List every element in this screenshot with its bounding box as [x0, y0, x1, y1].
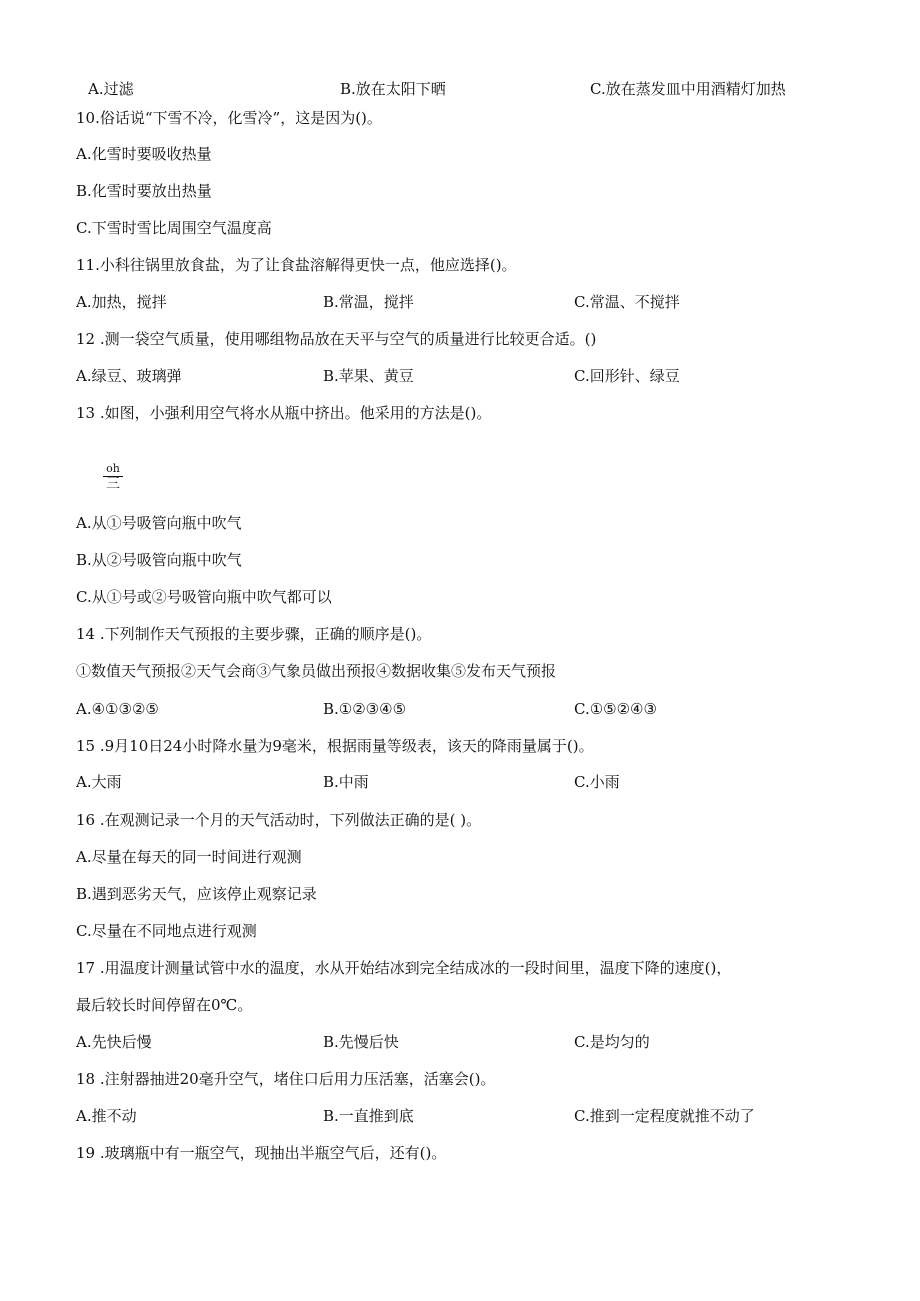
- q9-option-c[interactable]: C.放在蒸发皿中用酒精灯加热: [590, 80, 786, 98]
- q10-option-b[interactable]: B.化雪时要放出热量: [76, 182, 212, 200]
- q14-option-c[interactable]: C.①⑤②④③: [574, 700, 657, 718]
- q13-option-c[interactable]: C.从①号或②号吸管向瓶中吹气都可以: [76, 588, 332, 606]
- q13-option-b[interactable]: B.从②号吸管向瓶中吹气: [76, 551, 242, 569]
- q13-figure-bottom-text: 三: [106, 476, 120, 492]
- q9-option-b[interactable]: B.放在太阳下晒: [340, 80, 446, 98]
- q15-option-c[interactable]: C.小雨: [574, 773, 620, 791]
- q11-option-a[interactable]: A.加热，搅拌: [76, 293, 167, 311]
- q17-stem-line1: 17 .用温度计测量试管中水的温度，水从开始结冰到完全结成冰的一段时间里，温度下降的速度()，: [76, 959, 732, 977]
- q13-option-a[interactable]: A.从①号吸管向瓶中吹气: [76, 514, 242, 532]
- q18-option-b[interactable]: B.一直推到底: [323, 1107, 414, 1125]
- q17-option-a[interactable]: A.先快后慢: [76, 1033, 152, 1051]
- q18-stem: 18 .注射器抽进20毫升空气，堵住口后用力压活塞，活塞会()。: [76, 1070, 496, 1088]
- q10-option-a[interactable]: A.化雪时要吸收热量: [76, 145, 212, 163]
- q16-option-b[interactable]: B.遇到恶劣天气，应该停止观察记录: [76, 885, 317, 903]
- q16-stem: 16 .在观测记录一个月的天气活动时，下列做法正确的是( )。: [76, 811, 482, 829]
- q16-option-c[interactable]: C.尽量在不同地点进行观测: [76, 922, 257, 940]
- q11-option-c[interactable]: C.常温、不搅拌: [574, 293, 680, 311]
- q14-option-b[interactable]: B.①②③④⑤: [323, 700, 407, 718]
- q12-option-b[interactable]: B.苹果、黄豆: [323, 367, 414, 385]
- q17-option-c[interactable]: C.是均匀的: [574, 1033, 650, 1051]
- q18-option-c[interactable]: C.推到一定程度就推不动了: [574, 1107, 755, 1125]
- q10-option-c[interactable]: C.下雪时雪比周围空气温度高: [76, 219, 272, 237]
- q14-stem: 14 .下列制作天气预报的主要步骤，正确的顺序是()。: [76, 625, 432, 643]
- q15-stem: 15 .9月10日24小时降水量为9毫米，根据雨量等级表，该天的降雨量属于()。: [76, 737, 594, 755]
- q13-stem: 13 .如图，小强利用空气将水从瓶中挤出。他采用的方法是()。: [76, 404, 492, 422]
- q15-option-b[interactable]: B.中雨: [323, 773, 369, 791]
- q19-stem: 19 .玻璃瓶中有一瓶空气，现抽出半瓶空气后，还有()。: [76, 1144, 447, 1162]
- q12-option-a[interactable]: A.绿豆、玻璃弹: [76, 367, 182, 385]
- q17-stem-line2: 最后较长时间停留在0℃。: [76, 996, 253, 1014]
- q9-option-a[interactable]: A.过滤: [88, 80, 134, 98]
- q15-option-a[interactable]: A.大雨: [76, 773, 122, 791]
- q11-option-b[interactable]: B.常温，搅拌: [323, 293, 414, 311]
- q14-option-a[interactable]: A.④①③②⑤: [76, 700, 159, 718]
- q10-stem: 10.俗话说“下雪不冷，化雪冷”，这是因为()。: [76, 109, 382, 127]
- q18-option-a[interactable]: A.推不动: [76, 1107, 137, 1125]
- q12-option-c[interactable]: C.回形针、绿豆: [574, 367, 680, 385]
- q13-figure: [103, 462, 123, 491]
- q16-option-a[interactable]: A.尽量在每天的同一时间进行观测: [76, 848, 302, 866]
- q17-option-b[interactable]: B.先慢后快: [323, 1033, 399, 1051]
- q14-steps: ①数值天气预报②天气会商③气象员做出预报④数据收集⑤发布天气预报: [76, 662, 557, 680]
- q11-stem: 11.小科往锅里放食盐，为了让食盐溶解得更快一点，他应选择()。: [76, 256, 517, 274]
- q13-figure-top-text: oh: [103, 462, 123, 477]
- q12-stem: 12 .测一袋空气质量，使用哪组物品放在天平与空气的质量进行比较更合适。(): [76, 330, 597, 348]
